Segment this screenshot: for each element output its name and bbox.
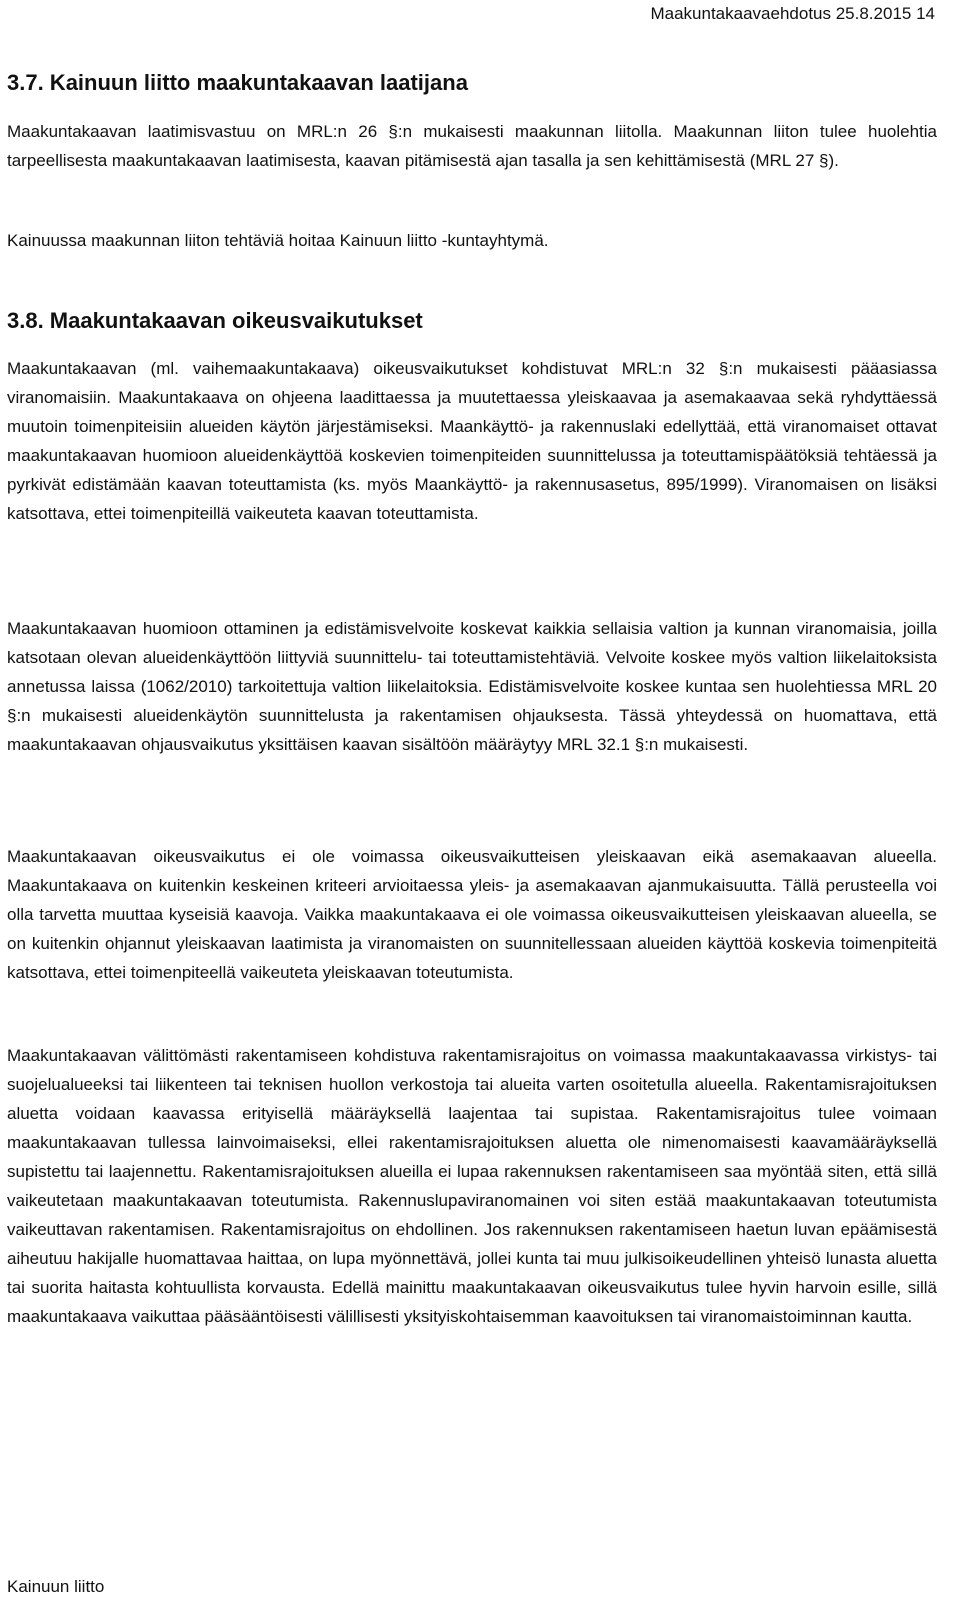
- page-header: Maakuntakaavaehdotus 25.8.2015 14: [650, 4, 935, 23]
- paragraph-kainuu: Kainuussa maakunnan liiton tehtäviä hoitaa Kainuun liitto -kuntayhtymä.: [7, 231, 549, 250]
- section-heading-3-8: 3.8. Maakuntakaavan oikeusvaikutukset: [7, 308, 423, 333]
- paragraph-building-restriction: Maakuntakaavan välittömästi rakentamiseen kohdistuva rakentamisrajoitus on voimassa maakuntakaavassa virkistys- tai suojelualueeksi tai liikenteen tai teknisen huollon verkostoja tai alueita varten osoitetulla alueella. Rakentamisrajoituksen aluetta voidaan kaavassa erityisellä määräyksellä laajentaa tai supistaa. Rakentamisrajoitus tulee voimaan maakuntakaavan tullessa lainvoimaiseksi, ellei rakentamisrajoituksen aluetta ole nimenomaisesti kaavamääräyksellä supistettu tai laajennettu. Rakentamisrajoituksen alueilla ei lupaa rakennuksen rakentamiseen saa myöntää siten, että sillä vaikeutetaan maakuntakaavan toteutumista. Rakennuslupaviranomainen voi siten estää maakuntakaavan toteutumista vaikeuttavan rakentamisen. Rakentamisrajoitus on ehdollinen. Jos rakennuksen rakentamiseen haetun luvan epäämisestä aiheutuu hakijalle huomattavaa haittaa, on lupa myönnettävä, jollei kunta tai muu julkisoikeudellinen yhteisö lunasta aluetta tai suorita haitasta kohtuullista korvausta. Edellä mainittu maakuntakaavan oikeusvaikutus tulee hyvin harvoin esille, sillä maakuntakaava vaikuttaa pääsääntöisesti välillisesti yksityiskohtaisemman kaavoituksen tai viranomaistoiminnan kautta.: [7, 1046, 937, 1326]
- paragraph-legal-effects: Maakuntakaavan (ml. vaihemaakuntakaava) oikeusvaikutukset kohdistuvat MRL:n 32 §:n mukaisesti pääasiassa viranomaisiin. Maakuntakaava on ohjeena laadittaessa ja muutettaessa yleiskaavaa ja asemakaavaa sekä ryhdyttäessä muutoin toimenpiteisiin alueiden käytön järjestämiseksi. Maankäyttö- ja rakennuslaki edellyttää, että viranomaiset ottavat maakuntakaavan huomioon alueidenkäyttöä koskevien toimenpiteiden suunnittelussa ja toteuttamispäätöksiä tehtäessä ja pyrkivät edistämään kaavan toteuttamista (ks. myös Maankäyttö- ja rakennusasetus, 895/1999). Viranomaisen on lisäksi katsottava, ettei toimenpiteillä vaikeuteta kaavan toteuttamista.: [7, 359, 937, 523]
- page-footer: Kainuun liitto: [7, 1577, 105, 1596]
- section-heading-3-7: 3.7. Kainuun liitto maakuntakaavan laatijana: [7, 70, 468, 95]
- paragraph-general-plan: Maakuntakaavan oikeusvaikutus ei ole voimassa oikeusvaikutteisen yleiskaavan eikä asemakaavan alueella. Maakuntakaava on kuitenkin keskeinen kriteeri arvioitaessa yleis- ja asemakaavan ajanmukaisuutta. Tällä perusteella voi olla tarvetta muuttaa kyseisiä kaavoja. Vaikka maakuntakaava ei ole voimassa oikeusvaikutteisen yleiskaavan alueella, se on kuitenkin ohjannut yleiskaavan laatimista ja viranomaisten on suunnitellessaan alueiden käyttöä koskevia toimenpiteitä katsottava, ettei toimenpiteellä vaikeuteta yleiskaavan toteutumista.: [7, 847, 937, 982]
- paragraph-obligation: Maakuntakaavan huomioon ottaminen ja edistämisvelvoite koskevat kaikkia sellaisia valtion ja kunnan viranomaisia, joilla katsotaan olevan alueidenkäyttöön liittyviä suunnittelu- tai toteuttamistehtäviä. Velvoite koskee myös valtion liikelaitoksista annetussa laissa (1062/2010) tarkoitettuja valtion liikelaitoksia. Edistämisvelvoite koskee kuntaa sen huolehtiessa MRL 20 §:n mukaisesti alueidenkäytön suunnittelusta ja rakentamisen ohjauksesta. Tässä yhteydessä on huomattava, että maakuntakaavan ohjausvaikutus yksittäisen kaavan sisältöön määräytyy MRL 32.1 §:n mukaisesti.: [7, 619, 937, 754]
- paragraph-responsibility: Maakuntakaavan laatimisvastuu on MRL:n 26 §:n mukaisesti maakunnan liitolla. Maakunnan liiton tulee huolehtia tarpeellisesta maakuntakaavan laatimisesta, kaavan pitämisestä ajan tasalla ja sen kehittämisestä (MRL 27 §).: [7, 122, 937, 170]
